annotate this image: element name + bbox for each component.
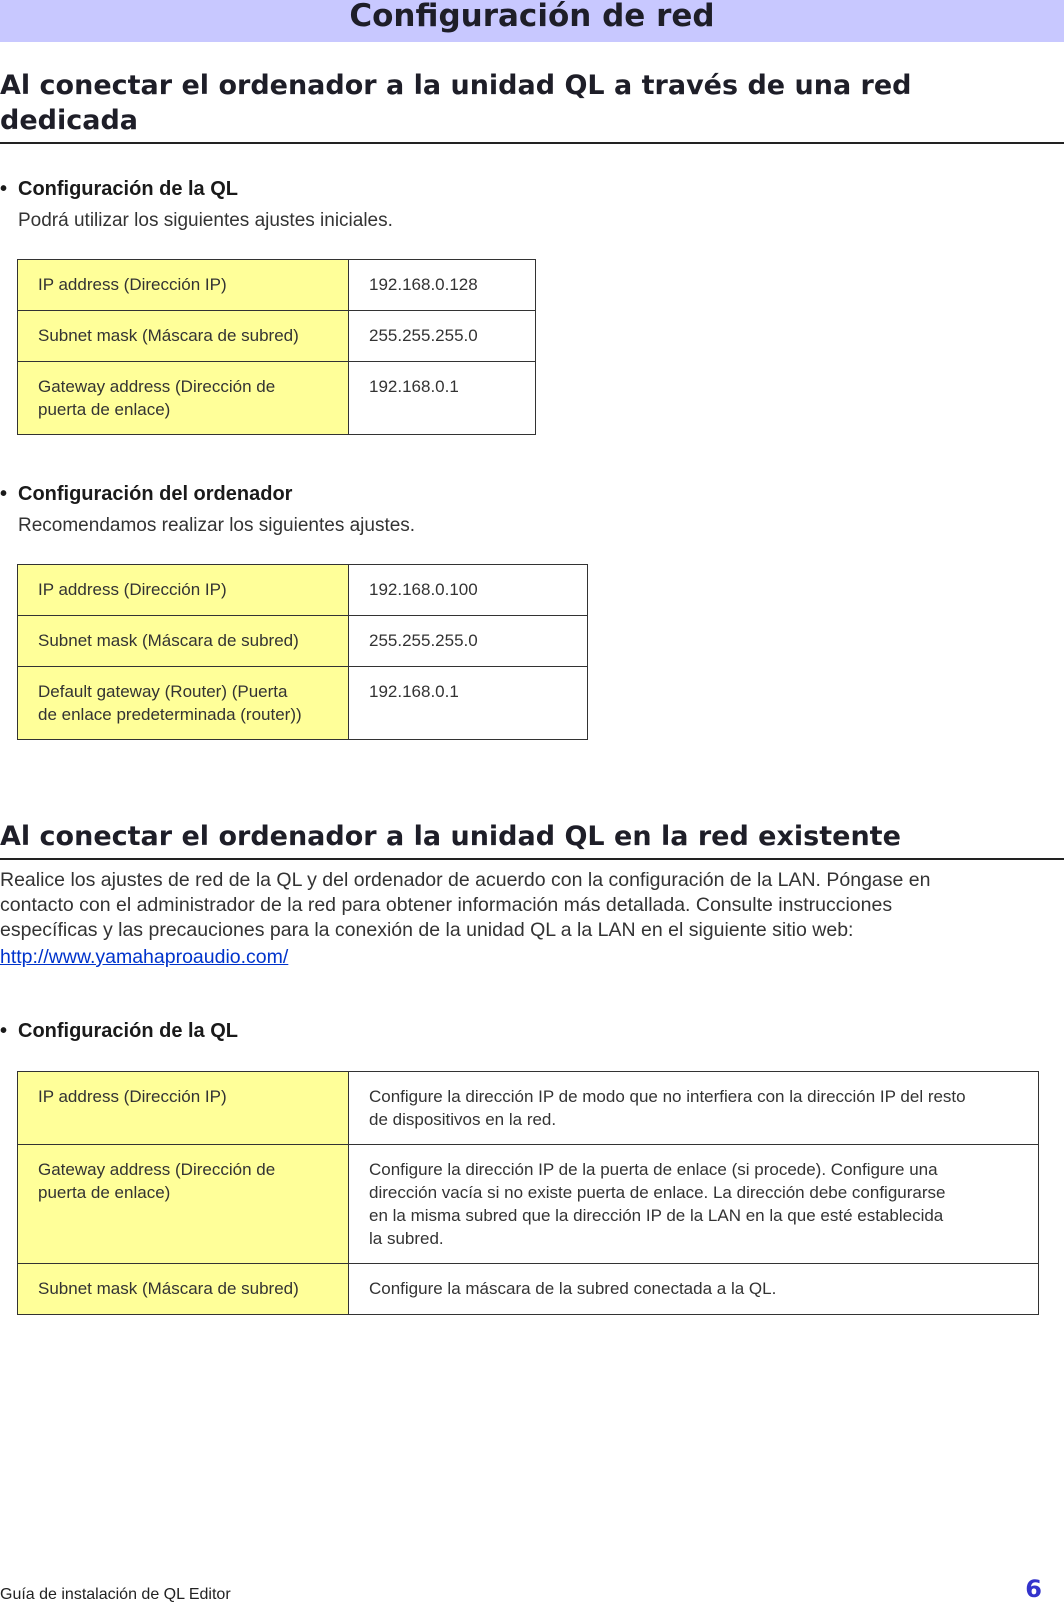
table-row [18,1145,1039,1264]
table-cell-label: Subnet mask (Máscara de subred) [18,616,349,667]
table-row [18,1264,1039,1315]
table-row [18,616,588,667]
page-title: Configuración de red [349,0,715,34]
table-cell-value: 192.168.0.100 [349,565,588,616]
table-cell-value-line: en la misma subred que la dirección IP de la LAN en la que esté establecida [369,1206,944,1225]
pc-settings-intro: Recomendamos realizar los siguientes ajustes. [18,515,416,536]
bullet-heading-label: Configuración del ordenador [18,483,293,505]
table-cell-label: Subnet mask (Máscara de subred) [18,1264,349,1315]
paragraph-line: Realice los ajustes de red de la QL y del ordenador de acuerdo con la configuración de la LAN. Póngase en [0,869,931,891]
page-title-banner [0,0,1064,42]
yamaha-proaudio-link[interactable]: http://www.yamahaproaudio.com/ [0,946,289,968]
table-cell-label: IP address (Dirección IP) [18,565,349,616]
table-cell-value-line: la subred. [369,1229,444,1248]
paragraph-line: contacto con el administrador de la red para obtener información más detallada. Consulte instrucciones [0,894,893,916]
table-cell-value-line: Configure la dirección IP de modo que no interfiera con la dirección IP del resto [369,1087,966,1106]
ql-initial-settings-table [17,259,536,435]
table-cell-label: IP address (Dirección IP) [18,260,349,311]
section-heading-line: dedicada [0,105,138,136]
table-cell-value-line: Configure la máscara de la subred conectada a la QL. [369,1279,777,1298]
bullet-icon: • [0,483,8,505]
table-cell-value: 255.255.255.0 [349,616,588,667]
section-heading-line: Al conectar el ordenador a la unidad QL en la red existente [0,821,901,852]
table-cell-label [18,667,349,740]
page-number: 6 [1025,1575,1042,1603]
table-cell-value: 192.168.0.128 [349,260,536,311]
section-heading-line: Al conectar el ordenador a la unidad QL a través de una red [0,70,912,101]
ql-existing-network-settings-table [17,1071,1039,1315]
table-row [18,311,536,362]
pc-recommended-settings-table [17,564,588,740]
table-row [18,667,588,740]
ql-settings-intro: Podrá utilizar los siguientes ajustes iniciales. [18,210,393,231]
table-cell-label-line: puerta de enlace) [38,1183,171,1202]
table-row [18,1072,1039,1145]
table-cell-value [349,1145,1039,1264]
bullet-heading-ql-settings-existing [0,1018,238,1044]
table-cell-value [349,1072,1039,1145]
bullet-heading-label: Configuración de la QL [18,178,239,200]
table-cell-label: Subnet mask (Máscara de subred) [18,311,349,362]
table-cell-value-line: de dispositivos en la red. [369,1110,557,1129]
table-cell-value: 192.168.0.1 [349,667,588,740]
footer-document-title: Guía de instalación de QL Editor [0,1586,231,1603]
table-row [18,260,536,311]
table-cell-value: 192.168.0.1 [349,362,536,435]
existing-network-paragraph [0,868,1040,943]
table-cell-label-line: de enlace predeterminada (router)) [38,705,302,724]
table-cell-value-line: dirección vacía si no existe puerta de enlace. La dirección debe configurarse [369,1183,946,1202]
table-cell-label [18,362,349,435]
table-cell-label-line: Gateway address (Dirección de [38,377,276,396]
bullet-heading-ql-settings [0,176,238,202]
table-cell-value [349,1264,1039,1315]
table-cell-label: IP address (Dirección IP) [18,1072,349,1145]
bullet-heading-pc-settings [0,481,292,507]
table-cell-label-line: Gateway address (Dirección de [38,1160,276,1179]
paragraph-line: específicas y las precauciones para la conexión de la unidad QL a la LAN en el siguiente sitio web: [0,919,854,941]
table-cell-label-line: puerta de enlace) [38,400,171,419]
table-cell-value-line: Configure la dirección IP de la puerta de enlace (si procede). Configure una [369,1160,938,1179]
table-cell-label [18,1145,349,1264]
table-cell-value: 255.255.255.0 [349,311,536,362]
bullet-icon: • [0,1020,8,1042]
table-cell-label-line: Default gateway (Router) (Puerta [38,682,288,701]
bullet-icon: • [0,178,8,200]
section-heading-dedicated-network [0,68,1064,144]
table-row [18,565,588,616]
bullet-heading-label: Configuración de la QL [18,1020,239,1042]
table-row [18,362,536,435]
section-heading-existing-network [0,819,1064,860]
